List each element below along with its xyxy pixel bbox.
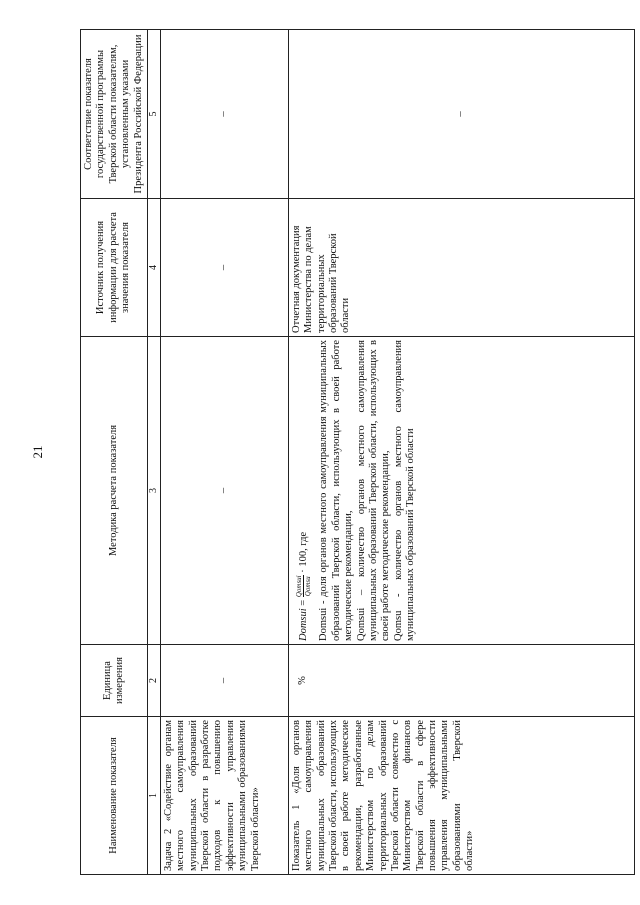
table-row (288, 29, 634, 874)
row-task-method: – (160, 336, 288, 644)
row-task-unit: – (160, 645, 288, 717)
header-compliance: Соответствие показателя государственной программы Тверской области показателям, установленным указами Президента Российской Федерации (81, 29, 148, 198)
method-formula: Domsui = Qomsui Qomsu · 100, где (294, 531, 313, 641)
header-method: Методика расчета показателя (81, 336, 148, 644)
column-number: 3 (147, 336, 160, 644)
formula-lhs: Domsui (298, 608, 310, 641)
formula-denominator: Qomsu (304, 576, 313, 597)
indicators-table (80, 29, 635, 875)
formula-numerator: Qomsui (294, 575, 303, 598)
method-line: Domsui - доля органов местного самоуправления муниципальных образований Тверской области, использующих в своей работе методические рекомендации, (318, 339, 355, 641)
table-header-row (81, 29, 148, 874)
method-line: Qomsui – количество органов местного самоуправления муниципальных образований Тверской области, использующих в своей работе методические рекомендации, (355, 339, 392, 641)
column-number-row (147, 29, 160, 874)
table-row (160, 29, 288, 874)
column-number: 4 (147, 198, 160, 336)
row-indicator-name: Показатель 1 «Доля органов местного самоуправления муниципальных образований Тверской области, использующих в своей работе методические рекомендации, разработанные Министерством по делам территориальных образований Тверской области совместно с Министерством финансов Тверской области в сфере повышения эффективности управления муниципальными образованиями Тверской области» (288, 717, 634, 875)
row-indicator-compliance: – (288, 29, 634, 198)
column-number: 1 (147, 717, 160, 875)
header-source: Источник получения информации для расчета значения показателя (81, 198, 148, 336)
column-number: 5 (147, 29, 160, 198)
row-task-source: – (160, 198, 288, 336)
row-task-name: Задача 2 «Содействие органам местного самоуправления муниципальных образований Тверской области в разработке подходов к повышению эффективности управления муниципальными образованиями Тверской области» (160, 717, 288, 875)
formula-fraction (295, 575, 313, 597)
row-indicator-source: Отчетная документация Министерства по делам территориальных образований Тверской области (288, 198, 634, 336)
row-indicator-unit: % (288, 645, 634, 717)
header-indicator-name: Наименование показателя (81, 717, 148, 875)
row-task-compliance: – (160, 29, 288, 198)
page-number: 21 (30, 445, 45, 459)
method-line: Qomsu - количество органов местного самоуправления муниципальных образований Тверской области (392, 339, 416, 641)
column-number: 2 (147, 645, 160, 717)
row-indicator-method (288, 336, 634, 644)
formula-tail: · 100, где (298, 531, 310, 573)
table-wrapper (80, 30, 635, 875)
header-unit: Единица измерения (81, 645, 148, 717)
